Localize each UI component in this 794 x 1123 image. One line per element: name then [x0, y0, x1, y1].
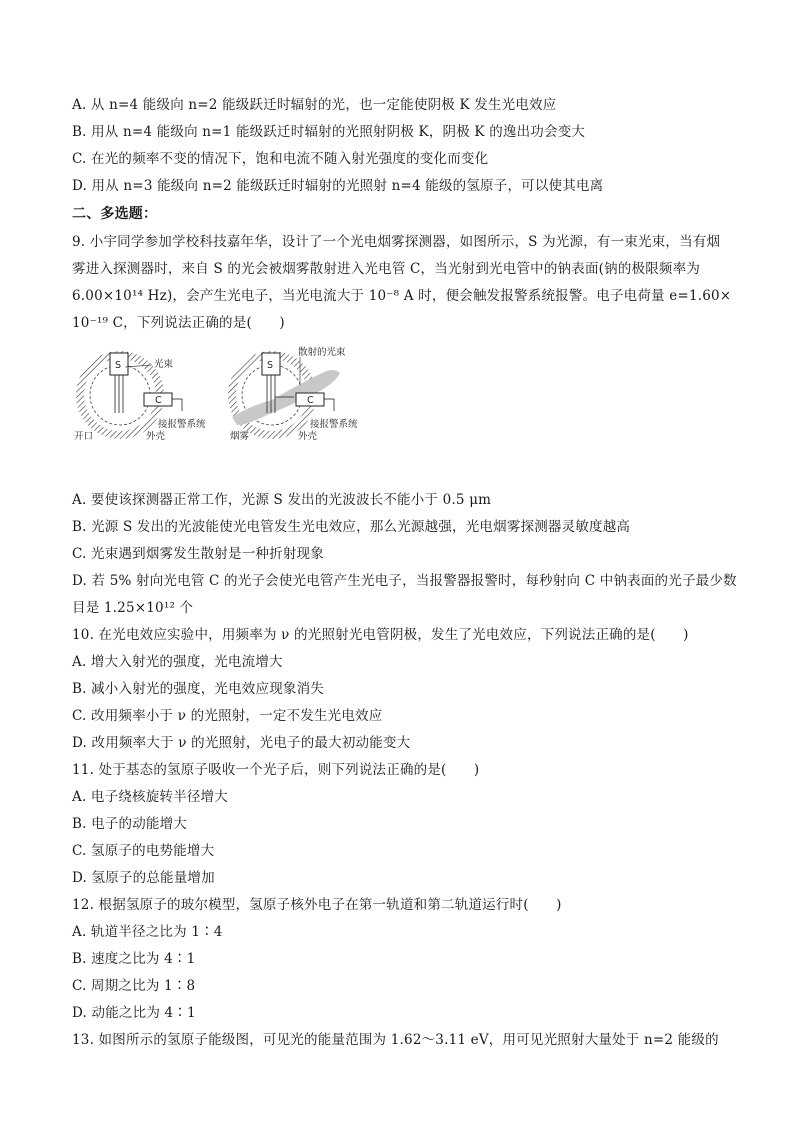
source-label-left: S [115, 360, 122, 371]
q10-option-d: D. 改用频率大于 ν 的光照射，光电子的最大初动能变大 [72, 735, 411, 751]
scattered-label: 散射的光束 [298, 347, 346, 358]
q11-stem: 11. 处于基态的氢原子吸收一个光子后，则下列说法正确的是( ) [72, 762, 480, 778]
q8-option-b: B. 用从 n=4 能级向 n=1 能级跃迁时辐射的光照射阴极 K，阴极 K 的逸出功会变大 [72, 124, 586, 140]
q9-option-b: B. 光源 S 发出的光波能使光电管发生光电效应，那么光源越强，光电烟雾探测器灵敏度越高 [72, 519, 631, 535]
q8-option-c: C. 在光的频率不变的情况下，饱和电流不随入射光强度的变化而变化 [72, 151, 489, 167]
q9-option-d-line2: 目是 1.25×10¹² 个 [72, 600, 194, 616]
q10-option-a: A. 增大入射光的强度，光电流增大 [72, 654, 283, 670]
opening-label: 开口 [74, 431, 94, 440]
section-heading: 二、多选题： [72, 206, 158, 222]
detector-right [230, 346, 358, 440]
q12-option-c: C. 周期之比为 1∶8 [72, 978, 196, 994]
q8-option-a: A. 从 n=4 能级向 n=2 能级跃迁时辐射的光，也一定能使阴极 K 发生光电效应 [72, 97, 557, 113]
q11-option-a: A. 电子绕核旋转半径增大 [72, 789, 228, 805]
detector-left [74, 353, 206, 440]
q10-stem: 10. 在光电效应实验中，用频率为 ν 的光照射光电管阴极，发生了光电效应，下列说法正确的是( ) [72, 627, 689, 643]
q9-option-c: C. 光束遇到烟雾发生散射是一种折射现象 [72, 546, 324, 562]
q9-stem-line1: 9. 小宇同学参加学校科技嘉年华，设计了一个光电烟雾探测器，如图所示，S 为光源，有一束光束，当有烟 [72, 234, 721, 250]
smoke-detector-figure [72, 345, 392, 440]
smoke-detector-diagram [72, 345, 392, 440]
q9-stem-line2: 雾进入探测器时，来自 S 的光会被烟雾散射进入光电管 C，当光射到光电管中的钠表面(钠的极限频率为 [72, 261, 701, 277]
q12-option-b: B. 速度之比为 4∶1 [72, 951, 196, 967]
q10-option-c: C. 改用频率小于 ν 的光照射，一定不发生光电效应 [72, 708, 383, 724]
beam-label: 光束 [154, 359, 174, 370]
q10-option-b: B. 减小入射光的强度，光电效应现象消失 [72, 681, 325, 697]
smoke-label: 烟雾 [230, 431, 250, 440]
q11-option-b: B. 电子的动能增大 [72, 816, 188, 832]
q11-option-c: C. 氢原子的电势能增大 [72, 843, 215, 859]
q9-stem-line3: 6.00×10¹⁴ Hz)，会产生光电子，当光电流大于 10⁻⁸ A 时，便会触发报警系统报警。电子电荷量 e=1.60× [72, 288, 732, 304]
alarm-label-left: 接报警系统 [158, 419, 206, 430]
q12-option-a: A. 轨道半径之比为 1∶4 [72, 924, 223, 940]
q9-option-a: A. 要使该探测器正常工作，光源 S 发出的光波波长不能小于 0.5 μm [72, 492, 492, 508]
q9-option-d-line1: D. 若 5% 射向光电管 C 的光子会使光电管产生光电子，当报警器报警时，每秒射向 C 中钠表面的光子最少数 [72, 573, 737, 589]
shell-label-right: 外壳 [298, 431, 318, 440]
shell-label-left: 外壳 [146, 431, 166, 440]
source-label-right: S [267, 360, 274, 371]
q12-stem: 12. 根据氢原子的玻尔模型，氢原子核外电子在第一轨道和第二轨道运行时( ) [72, 897, 562, 913]
tube-label-right: C [307, 395, 314, 406]
q9-stem-line4: 10⁻¹⁹ C，下列说法正确的是( ) [72, 315, 285, 331]
q13-stem: 13. 如图所示的氢原子能级图，可见光的能量范围为 1.62～3.11 eV，用可见光照射大量处于 n=2 能级的 [72, 1032, 719, 1048]
tube-label-left: C [155, 395, 162, 406]
alarm-label-right: 接报警系统 [310, 419, 358, 430]
q8-option-d: D. 用从 n=3 能级向 n=2 能级跃迁时辐射的光照射 n=4 能级的氢原子，可以使其电离 [72, 178, 604, 194]
q12-option-d: D. 动能之比为 4∶1 [72, 1005, 196, 1021]
q11-option-d: D. 氢原子的总能量增加 [72, 870, 215, 886]
